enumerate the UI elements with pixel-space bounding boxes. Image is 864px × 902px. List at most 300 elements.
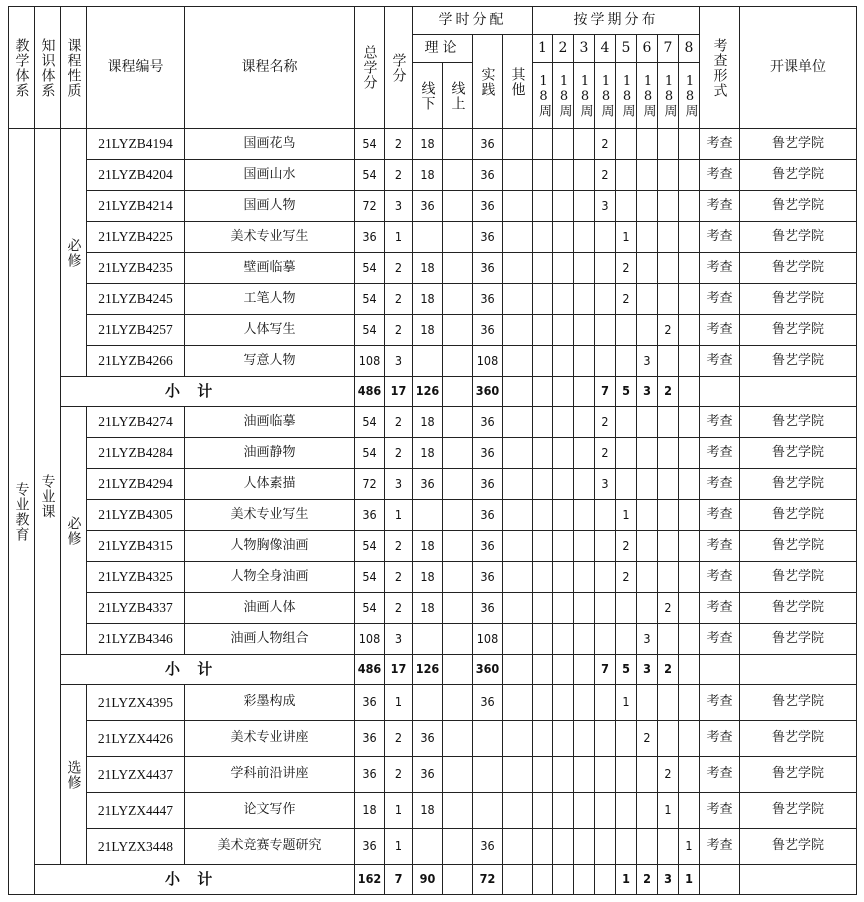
subtotal-semester-7: 2 [658,377,679,407]
semester-5-hours [616,721,637,757]
semester-2-hours [553,757,574,793]
semester-5-hours: 2 [616,531,637,562]
semester-3-hours [574,160,595,191]
semester-6-hours [637,407,658,438]
course-code: 21LYZB4315 [87,531,185,562]
header-practice: 实践 [473,35,503,129]
nature-cell: 必修 [61,129,87,377]
semester-3-hours [574,624,595,655]
subtotal-semester-8: 1 [679,865,700,895]
subtotal-semester-2 [553,865,574,895]
course-name: 壁画临摹 [185,253,355,284]
header-code: 课程编号 [87,7,185,129]
offline-hours: 18 [413,407,443,438]
exam-form: 考查 [700,129,740,160]
subtotal-exam [700,865,740,895]
semester-4-hours [595,253,616,284]
exam-form: 考查 [700,160,740,191]
header-knowledge: 知识体系 [35,7,61,129]
semester-8-hours [679,500,700,531]
semester-3-hours [574,129,595,160]
subtotal-semester-4: 7 [595,377,616,407]
course-code: 21LYZB4294 [87,469,185,500]
semester-2-hours [553,624,574,655]
semester-7-hours [658,531,679,562]
online-hours [443,500,473,531]
course-name: 国画人物 [185,191,355,222]
semester-7-hours [658,469,679,500]
curriculum-table [8,6,857,895]
semester-4-hours [595,685,616,721]
semester-1-hours [533,721,553,757]
header-other: 其他 [503,35,533,129]
practice-hours: 36 [473,160,503,191]
subtotal-semester-3 [574,377,595,407]
online-hours [443,469,473,500]
total-hours: 54 [355,407,385,438]
header-online: 线上 [443,63,473,129]
offline-hours [413,829,443,865]
subtotal-other [503,655,533,685]
semester-6-hours: 3 [637,624,658,655]
table-row [9,829,857,865]
header-week-1: 18周 [533,63,553,129]
semester-1-hours [533,562,553,593]
curriculum-table-wrapper [8,6,856,895]
practice-hours: 108 [473,624,503,655]
subtotal-semester-6: 2 [637,865,658,895]
table-row [9,562,857,593]
semester-7-hours [658,624,679,655]
semester-1-hours [533,531,553,562]
semester-4-hours [595,531,616,562]
exam-form: 考查 [700,346,740,377]
subtotal-semester-7: 2 [658,655,679,685]
table-row [9,469,857,500]
semester-8-hours [679,160,700,191]
offering-unit: 鲁艺学院 [740,829,857,865]
exam-form: 考查 [700,793,740,829]
semester-4-hours: 2 [595,407,616,438]
semester-4-hours [595,500,616,531]
subtotal-credits: 7 [385,865,413,895]
subtotal-label: 小 计 [35,865,355,895]
semester-2-hours [553,562,574,593]
semester-2-hours [553,407,574,438]
subtotal-practice: 72 [473,865,503,895]
semester-4-hours [595,829,616,865]
semester-2-hours [553,129,574,160]
semester-6-hours: 2 [637,721,658,757]
credits: 1 [385,685,413,721]
semester-5-hours [616,129,637,160]
total-hours: 108 [355,346,385,377]
subtotal-exam [700,377,740,407]
offline-hours: 18 [413,315,443,346]
semester-7-hours: 2 [658,593,679,624]
semester-2-hours [553,721,574,757]
semester-4-hours: 3 [595,191,616,222]
total-hours: 54 [355,593,385,624]
semester-7-hours [658,129,679,160]
offering-unit: 鲁艺学院 [740,721,857,757]
other-hours [503,438,533,469]
offline-hours: 18 [413,562,443,593]
course-code: 21LYZB4204 [87,160,185,191]
semester-7-hours [658,438,679,469]
exam-form: 考查 [700,191,740,222]
semester-5-hours [616,593,637,624]
semester-6-hours [637,757,658,793]
semester-6-hours [637,438,658,469]
semester-2-hours [553,531,574,562]
subtotal-offline: 126 [413,377,443,407]
header-hours-dist: 学时分配 [413,7,533,35]
exam-form: 考查 [700,593,740,624]
practice-hours: 36 [473,562,503,593]
online-hours [443,284,473,315]
offering-unit: 鲁艺学院 [740,253,857,284]
other-hours [503,315,533,346]
total-hours: 54 [355,562,385,593]
semester-2-hours [553,685,574,721]
other-hours [503,253,533,284]
table-row [9,191,857,222]
subtotal-exam [700,655,740,685]
subtotal-semester-1 [533,655,553,685]
semester-5-hours [616,160,637,191]
semester-3-hours [574,438,595,469]
semester-7-hours [658,721,679,757]
subtotal-practice: 360 [473,377,503,407]
semester-1-hours [533,284,553,315]
practice-hours: 36 [473,531,503,562]
semester-8-hours [679,191,700,222]
total-hours: 36 [355,757,385,793]
exam-form: 考查 [700,469,740,500]
practice-hours: 36 [473,315,503,346]
semester-2-hours [553,793,574,829]
other-hours [503,624,533,655]
semester-3-hours [574,829,595,865]
course-name: 国画花鸟 [185,129,355,160]
offering-unit: 鲁艺学院 [740,624,857,655]
other-hours [503,793,533,829]
credits: 2 [385,721,413,757]
credits: 1 [385,829,413,865]
semester-2-hours [553,160,574,191]
semester-8-hours [679,793,700,829]
course-code: 21LYZX4426 [87,721,185,757]
offline-hours: 18 [413,793,443,829]
header-week-5: 18周 [616,63,637,129]
online-hours [443,191,473,222]
credits: 3 [385,624,413,655]
semester-1-hours [533,438,553,469]
semester-4-hours [595,346,616,377]
semester-6-hours [637,500,658,531]
semester-7-hours: 2 [658,315,679,346]
semester-2-hours [553,315,574,346]
offering-unit: 鲁艺学院 [740,757,857,793]
table-header [9,7,857,129]
total-hours: 36 [355,721,385,757]
offering-unit: 鲁艺学院 [740,129,857,160]
header-week-4: 18周 [595,63,616,129]
table-row [9,284,857,315]
subtotal-total: 162 [355,865,385,895]
semester-3-hours [574,562,595,593]
subtotal-total: 486 [355,377,385,407]
subtotal-semester-5: 5 [616,655,637,685]
table-row [9,346,857,377]
credits: 2 [385,284,413,315]
semester-1-hours [533,793,553,829]
credits: 2 [385,562,413,593]
header-semester-7: 7 [658,35,679,63]
knowledge-cell: 专业课 [35,129,61,865]
semester-4-hours [595,315,616,346]
header-week-7: 18周 [658,63,679,129]
semester-2-hours [553,438,574,469]
semester-8-hours [679,315,700,346]
subtotal-semester-8 [679,655,700,685]
course-name: 工笔人物 [185,284,355,315]
semester-6-hours [637,315,658,346]
semester-7-hours [658,160,679,191]
table-body [9,129,857,895]
semester-8-hours [679,593,700,624]
semester-1-hours [533,757,553,793]
total-hours: 54 [355,315,385,346]
subtotal-practice: 360 [473,655,503,685]
semester-8-hours [679,685,700,721]
header-name: 课程名称 [185,7,355,129]
semester-7-hours: 1 [658,793,679,829]
semester-8-hours [679,284,700,315]
semester-7-hours [658,829,679,865]
exam-form: 考查 [700,829,740,865]
other-hours [503,531,533,562]
semester-7-hours [658,407,679,438]
semester-3-hours [574,721,595,757]
table-row [9,222,857,253]
semester-3-hours [574,531,595,562]
offering-unit: 鲁艺学院 [740,593,857,624]
header-week-8: 18周 [679,63,700,129]
course-code: 21LYZX4437 [87,757,185,793]
semester-6-hours [637,793,658,829]
credits: 3 [385,469,413,500]
other-hours [503,500,533,531]
subtotal-label: 小 计 [61,377,355,407]
semester-3-hours [574,469,595,500]
offline-hours: 18 [413,129,443,160]
semester-2-hours [553,253,574,284]
total-hours: 54 [355,438,385,469]
subtotal-semester-1 [533,865,553,895]
semester-5-hours [616,315,637,346]
semester-6-hours [637,469,658,500]
subtotal-row [9,865,857,895]
offline-hours [413,222,443,253]
online-hours [443,793,473,829]
header-exam: 考查形式 [700,7,740,129]
header-system: 教学体系 [9,7,35,129]
total-hours: 54 [355,129,385,160]
exam-form: 考查 [700,315,740,346]
course-name: 彩墨构成 [185,685,355,721]
subtotal-semester-8 [679,377,700,407]
subtotal-other [503,377,533,407]
credits: 2 [385,160,413,191]
subtotal-online [443,377,473,407]
semester-1-hours [533,222,553,253]
semester-6-hours [637,284,658,315]
offline-hours [413,624,443,655]
offering-unit: 鲁艺学院 [740,531,857,562]
semester-8-hours [679,757,700,793]
semester-1-hours [533,191,553,222]
course-code: 21LYZB4225 [87,222,185,253]
credits: 3 [385,191,413,222]
credits: 2 [385,315,413,346]
other-hours [503,346,533,377]
practice-hours: 36 [473,685,503,721]
offering-unit: 鲁艺学院 [740,407,857,438]
semester-8-hours [679,346,700,377]
table-row [9,500,857,531]
table-row [9,315,857,346]
course-code: 21LYZB4235 [87,253,185,284]
header-semester-1: 1 [533,35,553,63]
subtotal-semester-3 [574,655,595,685]
subtotal-online [443,865,473,895]
course-code: 21LYZB4194 [87,129,185,160]
offline-hours: 18 [413,531,443,562]
semester-5-hours [616,191,637,222]
semester-5-hours [616,407,637,438]
header-semester-8: 8 [679,35,700,63]
semester-5-hours: 1 [616,685,637,721]
practice-hours: 36 [473,284,503,315]
semester-6-hours: 3 [637,346,658,377]
course-code: 21LYZB4274 [87,407,185,438]
other-hours [503,191,533,222]
offline-hours: 18 [413,593,443,624]
table-row [9,253,857,284]
semester-8-hours [679,222,700,253]
subtotal-offline: 90 [413,865,443,895]
semester-3-hours [574,253,595,284]
exam-form: 考查 [700,407,740,438]
subtotal-semester-2 [553,377,574,407]
subtotal-semester-3 [574,865,595,895]
semester-7-hours: 2 [658,757,679,793]
subtotal-unit [740,655,857,685]
credits: 2 [385,129,413,160]
semester-7-hours [658,500,679,531]
offering-unit: 鲁艺学院 [740,793,857,829]
other-hours [503,593,533,624]
other-hours [503,829,533,865]
table-row [9,593,857,624]
subtotal-semester-2 [553,655,574,685]
header-semester-4: 4 [595,35,616,63]
semester-1-hours [533,315,553,346]
header-semester-3: 3 [574,35,595,63]
exam-form: 考查 [700,562,740,593]
course-code: 21LYZB4337 [87,593,185,624]
semester-3-hours [574,284,595,315]
offline-hours: 18 [413,160,443,191]
credits: 2 [385,593,413,624]
online-hours [443,531,473,562]
semester-3-hours [574,685,595,721]
semester-5-hours [616,793,637,829]
credits: 2 [385,253,413,284]
practice-hours: 36 [473,407,503,438]
table-row [9,531,857,562]
credits: 1 [385,500,413,531]
offline-hours: 36 [413,469,443,500]
semester-3-hours [574,315,595,346]
total-hours: 72 [355,469,385,500]
subtotal-semester-6: 3 [637,377,658,407]
semester-2-hours [553,284,574,315]
semester-7-hours [658,562,679,593]
semester-6-hours [637,129,658,160]
course-name: 美术专业讲座 [185,721,355,757]
semester-3-hours [574,793,595,829]
practice-hours: 36 [473,438,503,469]
semester-8-hours [679,624,700,655]
online-hours [443,315,473,346]
practice-hours [473,757,503,793]
course-code: 21LYZB4245 [87,284,185,315]
semester-8-hours: 1 [679,829,700,865]
semester-6-hours [637,593,658,624]
total-hours: 54 [355,253,385,284]
practice-hours: 36 [473,469,503,500]
exam-form: 考查 [700,624,740,655]
other-hours [503,469,533,500]
semester-7-hours [658,222,679,253]
subtotal-unit [740,865,857,895]
total-hours: 18 [355,793,385,829]
semester-3-hours [574,191,595,222]
header-week-6: 18周 [637,63,658,129]
other-hours [503,757,533,793]
semester-7-hours [658,191,679,222]
semester-3-hours [574,407,595,438]
header-semester-6: 6 [637,35,658,63]
course-name: 人物全身油画 [185,562,355,593]
semester-1-hours [533,469,553,500]
subtotal-semester-1 [533,377,553,407]
header-nature: 课程性质 [61,7,87,129]
total-hours: 54 [355,284,385,315]
online-hours [443,129,473,160]
course-code: 21LYZB4284 [87,438,185,469]
table-row [9,793,857,829]
other-hours [503,222,533,253]
table-row [9,438,857,469]
header-semester-2: 2 [553,35,574,63]
online-hours [443,562,473,593]
semester-5-hours: 2 [616,253,637,284]
semester-8-hours [679,562,700,593]
